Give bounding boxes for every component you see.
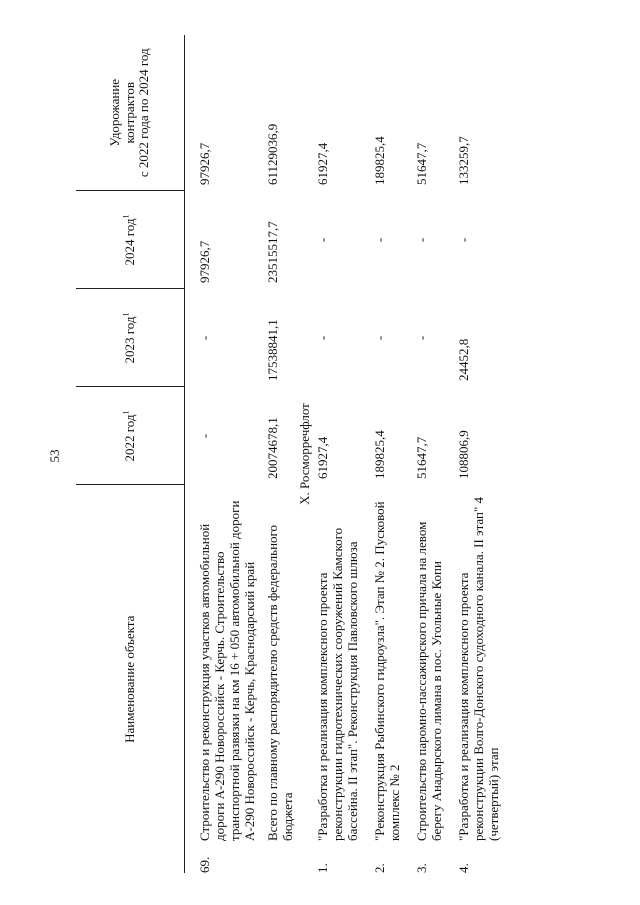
object-name: "Разработка и реализация комплексного проекта реконструкции гидротехнических сооружений Камского бассейна. II этап". Реконструкция Павловского шлюза <box>314 527 360 841</box>
page-number: 53 <box>47 449 62 463</box>
value-2024: 23515517,7 <box>265 221 281 283</box>
row-number: 1. <box>314 863 330 873</box>
value-2022: 189825,4 <box>371 430 387 479</box>
row-number: 69. <box>197 856 212 873</box>
section-row <box>295 35 314 873</box>
table-row <box>315 35 360 873</box>
value-2024: - <box>456 237 472 243</box>
section-title: X. Росморречфлот <box>297 403 313 505</box>
header-contract-increase: Удорожание контрактов с 2022 года по 2024 год <box>76 35 185 191</box>
value-2023: - <box>314 335 330 341</box>
value-2023: 17538841,1 <box>265 319 281 381</box>
header-2023: 2023 год$^1$ <box>76 289 185 387</box>
table-row <box>402 35 444 873</box>
object-name: Строительство паромно-пассажирского причала на левом берегу Анадырского лимана в пос. Угольные Копи <box>413 521 445 841</box>
value-increase: 61927,4 <box>314 142 330 185</box>
table-row <box>185 35 258 873</box>
table-row-total <box>257 35 295 873</box>
header-2022: 2022 год$^1$ <box>76 387 185 485</box>
table-row <box>360 35 402 873</box>
object-name: "Реконструкция Рыбинского гидроузла". Этап № 2. Пусковой комплекс № 2 <box>371 501 402 841</box>
value-increase: 189825,4 <box>371 136 387 185</box>
value-2023: - <box>413 335 429 341</box>
object-name: Всего по главному распорядителю средств федерального бюджета <box>265 524 296 841</box>
value-increase: 51647,7 <box>413 142 429 185</box>
value-2023: - <box>371 335 387 341</box>
value-2024: 97926,7 <box>197 240 212 283</box>
value-increase: 61129036,9 <box>265 123 281 185</box>
row-number: 4. <box>456 863 472 873</box>
rotated-table-container <box>76 35 590 873</box>
value-2022: 51647,7 <box>413 436 429 479</box>
value-2023: 24452,8 <box>456 338 472 381</box>
value-2022: - <box>197 433 212 439</box>
value-increase: 133259,7 <box>456 136 472 185</box>
header-2024: 2024 год$^1$ <box>76 191 185 289</box>
table-row <box>444 35 501 873</box>
value-2024: - <box>371 237 387 243</box>
object-name: "Разработка и реализация комплексного проекта реконструкции Волго-Донского судоходного канала. II этап" 4 (четвертый) этап <box>456 496 502 841</box>
value-increase: 97926,7 <box>197 142 212 185</box>
value-2024: - <box>413 237 429 243</box>
value-2022: 108806,9 <box>456 430 472 479</box>
row-number: 2. <box>371 863 387 873</box>
value-2024: - <box>314 237 330 243</box>
header-object-name: Наименование объекта <box>76 485 185 873</box>
table-header-row <box>76 35 185 873</box>
object-table <box>76 35 501 873</box>
row-number: 3. <box>413 863 429 873</box>
value-2022: 61927,4 <box>314 436 330 479</box>
object-name: Строительство и реконструкция участков автомобильной дороги А-290 Новороссийск - Керчь. Строительство транспортной развязки на км 16 + 050 автомобильной дороги А-290 Новороссийск - Керчь, Краснодарский край <box>197 500 258 841</box>
value-2023: - <box>197 335 212 341</box>
row-number <box>257 847 295 873</box>
value-2022: 20074678,1 <box>265 417 281 479</box>
